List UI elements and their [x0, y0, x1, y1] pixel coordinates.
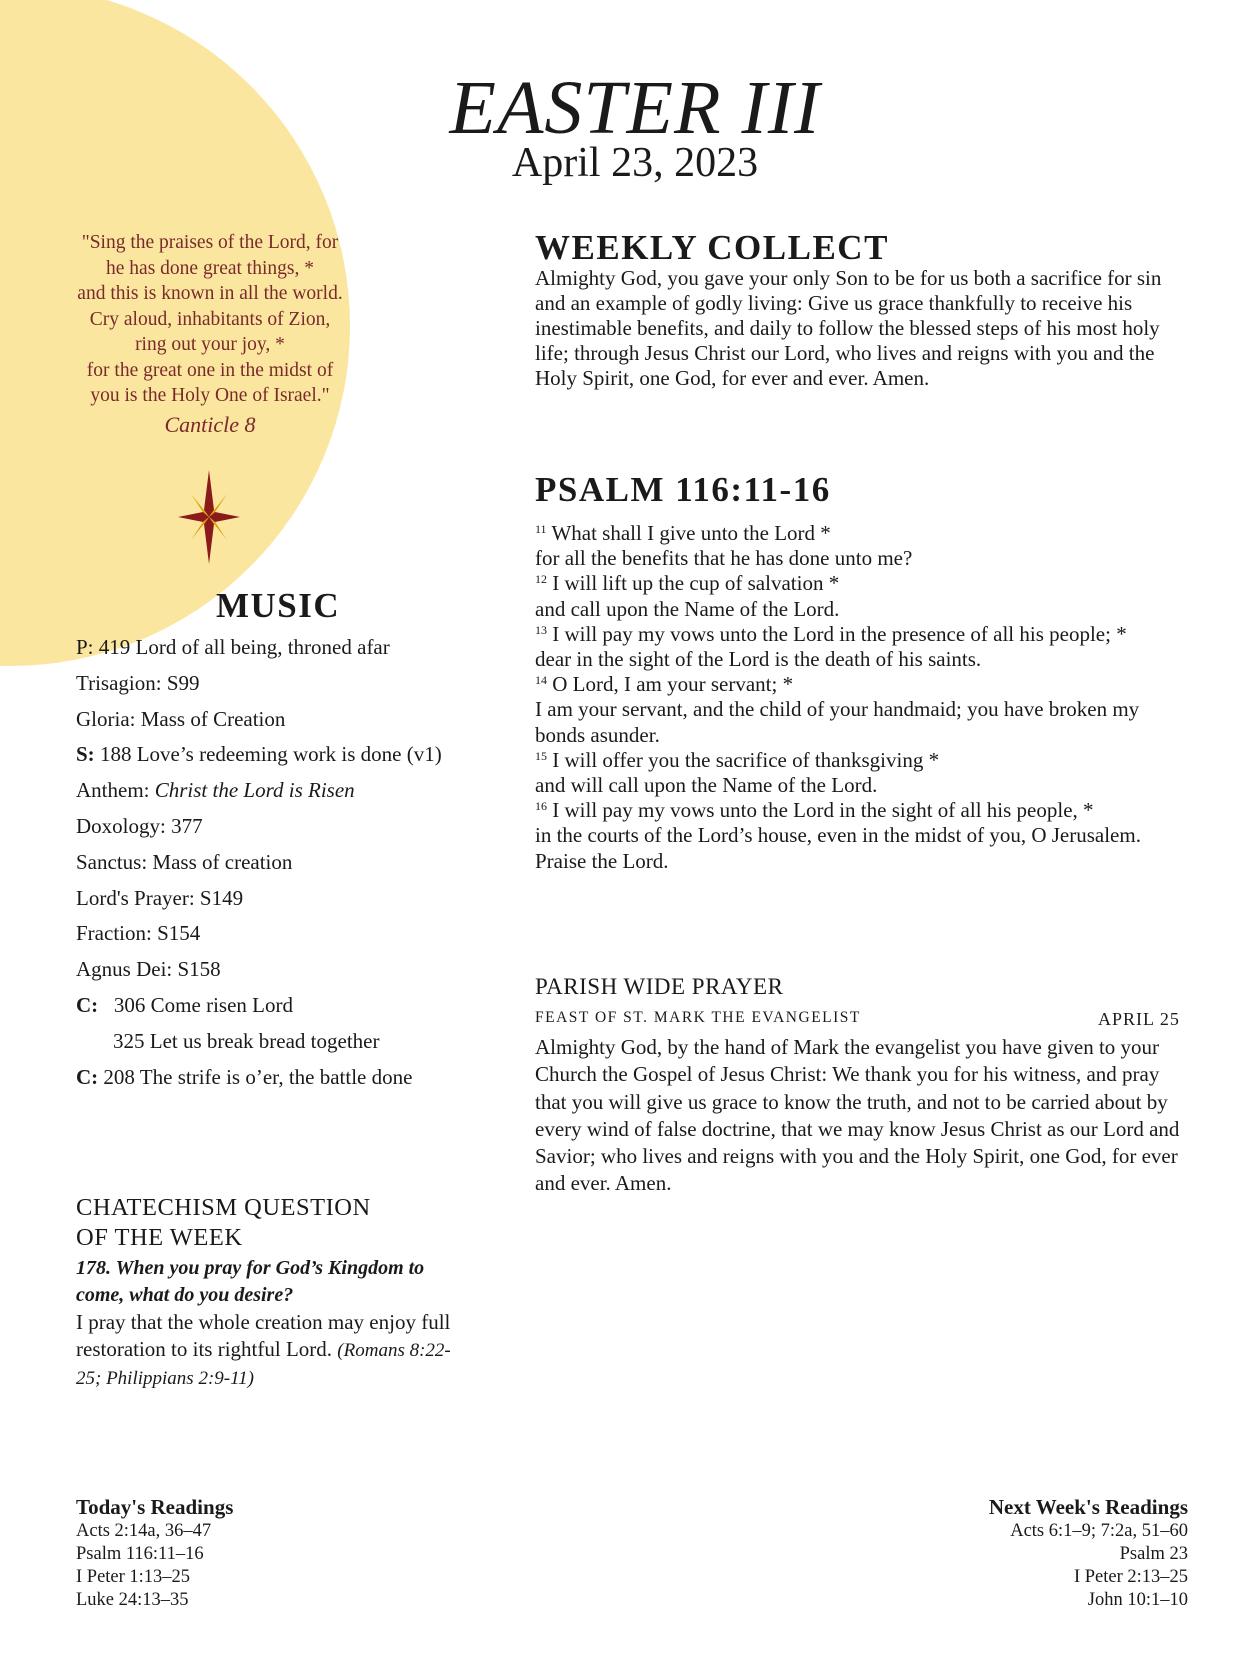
psalm-verse-response: and will call upon the Name of the Lord.	[535, 773, 878, 798]
music-list	[76, 630, 496, 1095]
canticle-quote	[60, 230, 360, 437]
quote-source: Canticle 8	[164, 411, 256, 437]
quote-line: he has done great things, *	[106, 257, 314, 279]
quote-line: ring out your joy, *	[135, 334, 285, 355]
reading-item: Psalm 23	[1119, 1544, 1188, 1564]
psalm-verse: $^{14}$ O Lord, I am your servant; *	[535, 672, 794, 697]
quote-line: you is the Holy One of Israel."	[90, 385, 330, 406]
music-item: Fraction: S154	[76, 921, 201, 946]
service-date: April 23, 2023	[511, 140, 759, 186]
reading-item: Psalm 116:11–16	[76, 1544, 204, 1564]
next-week-readings-heading: Next Week's Readings	[988, 1495, 1188, 1519]
psalm-closing: Praise the Lord.	[535, 848, 669, 873]
psalm-verse-response: dear in the sight of the Lord is the death of his saints.	[535, 647, 982, 672]
reading-item: John 10:1–10	[1087, 1590, 1188, 1610]
music-item: Trisagion: S99	[76, 670, 200, 695]
music-item: C: 306 Come risen Lord	[76, 992, 293, 1017]
page-title: EASTER III	[449, 66, 821, 150]
reading-item: Acts 2:14a, 36–47	[76, 1521, 212, 1541]
parish-prayer-text: Almighty God, by the hand of Mark the evangelist you have given to your Church the Gospel of Jesus Christ: We thank you for his witness, and pray that you will give us grace to know the truth, and not to be carried about by every wind of false doctrine, that we may know Jesus Christ as our Lord and Savior; who lives and reigns with you and the Holy Spirit, one God, for ever and ever. Amen.	[535, 1035, 1180, 1196]
reading-item: Luke 24:13–35	[76, 1590, 189, 1610]
music-item: P: 419 Lord of all being, throned afar	[76, 635, 390, 659]
reading-item: Acts 6:1–9; 7:2a, 51–60	[1010, 1521, 1188, 1541]
music-item: S: 188 Love’s redeeming work is done (v1)	[76, 742, 442, 767]
catechism-question: 178. When you pray for God’s Kingdom to come, what do you desire?	[76, 1257, 425, 1306]
music-item: Agnus Dei: S158	[76, 957, 221, 982]
psalm-verse-response: in the courts of the Lord’s house, even in the midst of you, O Jerusalem.	[535, 823, 1141, 848]
music-item: 325 Let us break bread together	[113, 1028, 380, 1053]
feast-date: APRIL 25	[1098, 1009, 1180, 1029]
psalm-verse: $^{16}$ I will pay my vows unto the Lord in the sight of all his people, *	[535, 798, 1094, 823]
psalm-verse-response: I am your servant, and the child of your handmaid; you have broken my bonds asunder.	[535, 697, 1140, 747]
reading-item: I Peter 2:13–25	[1073, 1567, 1188, 1587]
next-week-readings	[989, 1496, 1188, 1612]
catechism-reference: (Romans 8:22-25; Philippians 2:9-11)	[76, 1340, 451, 1389]
music-item: Anthem: Christ the Lord is Risen	[76, 778, 355, 803]
parish-prayer-heading: PARISH WIDE PRAYER	[535, 974, 784, 999]
music-item: C: 208 The strife is o’er, the battle done	[76, 1064, 413, 1089]
music-heading: MUSIC	[216, 586, 341, 625]
psalm-verse: $^{12}$ I will lift up the cup of salvation *	[535, 571, 840, 596]
music-item: Sanctus: Mass of creation	[76, 849, 293, 874]
reading-item: I Peter 1:13–25	[76, 1567, 191, 1587]
psalm-text	[535, 521, 1185, 874]
quote-line: and this is known in all the world.	[77, 283, 343, 304]
collect-heading: WEEKLY COLLECT	[535, 228, 889, 267]
quote-line: for the great one in the midst of	[86, 359, 334, 381]
quote-line: "Sing the praises of the Lord, for	[81, 232, 339, 253]
quote-line: Cry aloud, inhabitants of Zion,	[89, 308, 331, 330]
todays-readings-heading: Today's Readings	[76, 1495, 234, 1519]
todays-readings	[76, 1496, 233, 1612]
music-item: Gloria: Mass of Creation	[76, 706, 286, 731]
psalm-verse: $^{11}$ What shall I give unto the Lord *	[535, 521, 831, 545]
psalm-verse-response: for all the benefits that he has done unto me?	[535, 546, 913, 571]
music-item: Doxology: 377	[76, 813, 203, 838]
catechism-answer: I pray that the whole creation may enjoy full restoration to its rightful Lord. (Romans 8:22-25; Philippians 2:9-11)	[76, 1310, 451, 1389]
psalm-verse: $^{13}$ I will pay my vows unto the Lord in the presence of all his people; *	[535, 621, 1127, 646]
music-item: Lord's Prayer: S149	[76, 885, 244, 910]
psalm-verse: $^{15}$ I will offer you the sacrifice of thanksgiving *	[535, 747, 940, 772]
collect-text: Almighty God, you gave your only Son to be for us both a sacrifice for sin and an example of godly living: Give us grace thankfully to receive his inestimable benefits, and daily to follow the blessed steps of his most holy life; through Jesus Christ our Lord, who lives and reigns with you and the Holy Spirit, one God, for ever and ever. Amen.	[535, 266, 1162, 390]
cross-ornament-icon	[178, 470, 240, 564]
feast-name: FEAST OF ST. MARK THE EVANGELIST	[535, 1009, 861, 1026]
psalm-heading: PSALM 116:11-16	[535, 470, 831, 509]
catechism-heading: CHATECHISM QUESTION OF THE WEEK	[76, 1194, 371, 1251]
psalm-verse-response: and call upon the Name of the Lord.	[535, 596, 840, 621]
